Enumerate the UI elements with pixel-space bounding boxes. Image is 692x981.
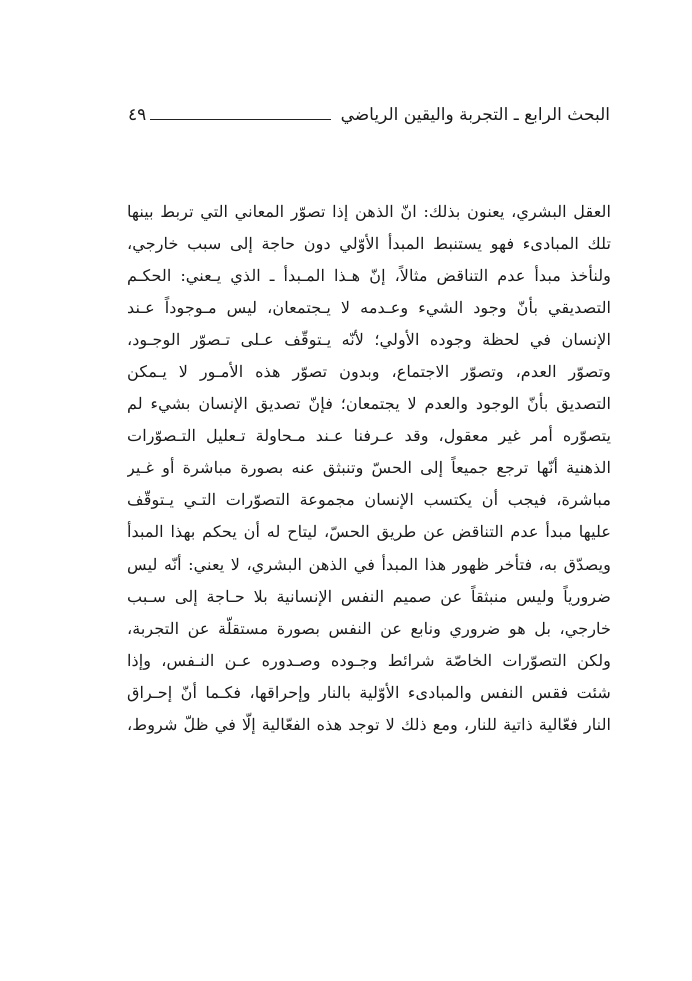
text-line: وتصوّر العدم، وتصوّر الاجتماع، وبدون تصوّر هذه الأمـور لا يـمكن <box>127 362 611 382</box>
text-line: النار فعّالية ذاتية للنار، ومع ذلك لا توجد هذه الفعّالية إلّا في ظلّ شروط، <box>127 714 611 734</box>
text-line: يتصوّره أمر غير معقول، وقد عـرفنا عـند مـحاولة تـعليل التـصوّرات <box>127 426 611 446</box>
text-line: شئت فقس النفس والمبادىء الأوّلية بالنار وإحراقها، فكـما أنّ إحـراق <box>127 682 611 702</box>
text-line: تلك المبادىء فهو يستنبط المبدأ الأوّلي دون حاجة إلى سبب خارجي، <box>127 234 611 254</box>
header-rule <box>150 119 330 120</box>
text-line: ولكن التصوّرات الخاصّة شرائط وجـوده وصـدوره عـن النـفس، وإذا <box>127 650 611 670</box>
text-line: ويصدّق به، فتأخر ظهور هذا المبدأ في الذهن البشري، لا يعني: أنّه ليس <box>127 554 611 574</box>
text-line: التصديق بأنّ الوجود والعدم لا يجتمعان؛ فإنّ تصديق الإنسان بشيء لم <box>127 394 611 414</box>
text-line: الإنسان في لحظة وجوده الأولي؛ لأنّه يـتوقّف عـلى تـصوّر الوجـود، <box>127 330 611 350</box>
page-number: ٤٩ <box>128 105 147 125</box>
header-title: البحث الرابع ـ التجربة واليقين الرياضي <box>340 105 610 125</box>
text-line: التصديقي بأنّ وجود الشيء وعـدمه لا يـجتمعان، ليس مـوجوداً عـند <box>127 298 611 318</box>
text-line: ضرورياً وليس منبثقاً عن صميم النفس الإنسانية بلا حـاجة إلى سـبب <box>127 586 611 606</box>
text-line: العقل البشري، يعنون بذلك: انّ الذهن إذا تصوّر المعاني التي تربط بينها <box>127 202 611 221</box>
text-line: ولنأخذ مبدأ عدم التناقض مثالاً، إنّ هـذا المـبدأ ـ الذي يـعني: الحكـم <box>127 266 611 286</box>
text-line: الذهنية أنّها ترجع جميعاً إلى الحسّ وتنبثق عنه بصورة مباشرة أو غـير <box>127 458 611 478</box>
text-line: مباشرة، فيجب أن يكتسب الإنسان مجموعة التصوّرات التـي يـتوقّف <box>127 490 611 510</box>
text-line: خارجي، بل هو ضروري ونابع عن النفس بصورة مستقلّة عن التجربة، <box>127 618 611 638</box>
running-header <box>128 100 610 130</box>
text-line: عليها مبدأ عدم التناقض عن طريق الحسّ، ليتاح له أن يحكم بهذا المبدأ <box>127 522 611 542</box>
body-text <box>127 196 611 741</box>
